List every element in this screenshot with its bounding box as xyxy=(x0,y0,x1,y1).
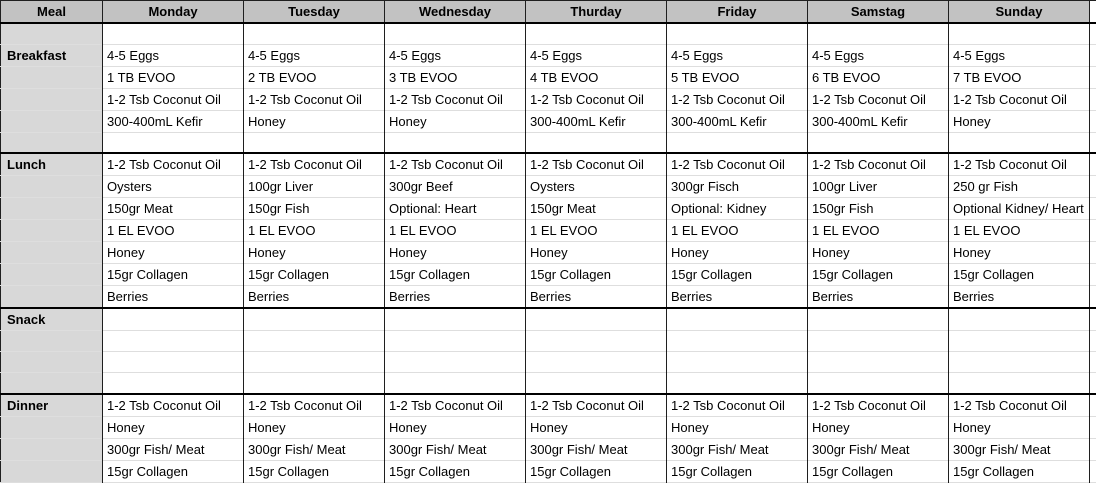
cell-thurday[interactable]: Berries xyxy=(526,286,667,309)
meal-label-cell[interactable] xyxy=(1,373,103,394)
cell-friday[interactable]: Honey xyxy=(667,416,808,438)
cell-friday[interactable] xyxy=(667,132,808,153)
cell-thurday[interactable] xyxy=(526,308,667,331)
cell-monday[interactable]: Honey xyxy=(103,242,244,264)
cell-wednesday[interactable]: 300gr Beef xyxy=(385,176,526,198)
cell-tuesday[interactable]: 4-5 Eggs xyxy=(244,44,385,66)
partial-next-column-cell xyxy=(1090,331,1096,352)
partial-next-column-cell xyxy=(1090,438,1096,460)
cell-thurday[interactable] xyxy=(526,352,667,373)
partial-next-column-cell xyxy=(1090,88,1096,110)
partial-next-column-cell xyxy=(1090,153,1096,176)
cell-samstag[interactable] xyxy=(808,308,949,331)
cell-sunday[interactable]: 15gr Collagen xyxy=(949,460,1090,482)
cell-sunday[interactable]: 4-5 Eggs xyxy=(949,44,1090,66)
table-row xyxy=(1,394,1096,417)
column-header-thurday[interactable]: Thurday xyxy=(526,1,667,24)
cell-friday[interactable]: 300gr Fish/ Meat xyxy=(667,438,808,460)
meal-label-cell[interactable] xyxy=(1,286,103,309)
partial-next-column-cell xyxy=(1090,44,1096,66)
cell-wednesday[interactable]: Honey xyxy=(385,416,526,438)
cell-monday[interactable]: 1-2 Tsb Coconut Oil xyxy=(103,394,244,417)
table-row xyxy=(1,153,1096,176)
cell-thurday[interactable] xyxy=(526,373,667,394)
table-row xyxy=(1,308,1096,331)
cell-friday[interactable]: Berries xyxy=(667,286,808,309)
cell-samstag[interactable]: 300-400mL Kefir xyxy=(808,110,949,132)
cell-thurday[interactable]: 1-2 Tsb Coconut Oil xyxy=(526,394,667,417)
cell-monday[interactable]: 4-5 Eggs xyxy=(103,44,244,66)
cell-tuesday[interactable] xyxy=(244,331,385,352)
cell-friday[interactable]: 1-2 Tsb Coconut Oil xyxy=(667,394,808,417)
meal-label-cell[interactable] xyxy=(1,110,103,132)
cell-wednesday[interactable]: 1 EL EVOO xyxy=(385,220,526,242)
partial-next-column-cell xyxy=(1090,460,1096,482)
cell-thurday[interactable]: 4-5 Eggs xyxy=(526,44,667,66)
cell-wednesday[interactable]: 1-2 Tsb Coconut Oil xyxy=(385,394,526,417)
cell-tuesday[interactable] xyxy=(244,23,385,44)
cell-monday[interactable]: 1 EL EVOO xyxy=(103,220,244,242)
cell-friday[interactable]: 5 TB EVOO xyxy=(667,66,808,88)
cell-thurday[interactable] xyxy=(526,23,667,44)
meal-label-cell[interactable] xyxy=(1,416,103,438)
cell-samstag[interactable]: 150gr Fish xyxy=(808,198,949,220)
cell-thurday[interactable]: Honey xyxy=(526,416,667,438)
cell-monday[interactable]: 300-400mL Kefir xyxy=(103,110,244,132)
cell-wednesday[interactable]: 1-2 Tsb Coconut Oil xyxy=(385,153,526,176)
meal-label-cell-dinner[interactable]: Dinner xyxy=(1,394,103,417)
cell-monday[interactable] xyxy=(103,373,244,394)
cell-samstag[interactable] xyxy=(808,23,949,44)
cell-friday[interactable]: 4-5 Eggs xyxy=(667,44,808,66)
cell-tuesday[interactable]: 300gr Fish/ Meat xyxy=(244,438,385,460)
cell-samstag[interactable]: 6 TB EVOO xyxy=(808,66,949,88)
cell-sunday[interactable]: 7 TB EVOO xyxy=(949,66,1090,88)
cell-samstag[interactable] xyxy=(808,331,949,352)
partial-next-column-cell xyxy=(1090,416,1096,438)
cell-monday[interactable]: 1-2 Tsb Coconut Oil xyxy=(103,88,244,110)
cell-monday[interactable]: 1 TB EVOO xyxy=(103,66,244,88)
cell-thurday[interactable]: 15gr Collagen xyxy=(526,264,667,286)
cell-tuesday[interactable]: 100gr Liver xyxy=(244,176,385,198)
cell-thurday[interactable] xyxy=(526,132,667,153)
cell-sunday[interactable] xyxy=(949,308,1090,331)
meal-label-cell[interactable] xyxy=(1,264,103,286)
cell-monday[interactable]: 300gr Fish/ Meat xyxy=(103,438,244,460)
table-row xyxy=(1,176,1096,198)
cell-tuesday[interactable]: 1-2 Tsb Coconut Oil xyxy=(244,153,385,176)
cell-wednesday[interactable]: 15gr Collagen xyxy=(385,264,526,286)
cell-wednesday[interactable] xyxy=(385,373,526,394)
cell-friday[interactable] xyxy=(667,352,808,373)
table-row xyxy=(1,331,1096,352)
meal-label-cell[interactable] xyxy=(1,66,103,88)
column-header-monday[interactable]: Monday xyxy=(103,1,244,24)
cell-monday[interactable]: Berries xyxy=(103,286,244,309)
cell-sunday[interactable] xyxy=(949,331,1090,352)
cell-sunday[interactable]: 1 EL EVOO xyxy=(949,220,1090,242)
cell-monday[interactable]: Honey xyxy=(103,416,244,438)
partial-next-column-cell xyxy=(1090,176,1096,198)
cell-tuesday[interactable]: 15gr Collagen xyxy=(244,460,385,482)
cell-friday[interactable] xyxy=(667,331,808,352)
partial-next-column-cell xyxy=(1090,132,1096,153)
cell-samstag[interactable]: 1-2 Tsb Coconut Oil xyxy=(808,153,949,176)
column-header-meal[interactable]: Meal xyxy=(1,1,103,24)
meal-label-cell[interactable] xyxy=(1,23,103,44)
cell-samstag[interactable]: Honey xyxy=(808,416,949,438)
partial-next-column-cell xyxy=(1090,66,1096,88)
cell-thurday[interactable]: 300gr Fish/ Meat xyxy=(526,438,667,460)
cell-sunday[interactable]: Optional Kidney/ Heart xyxy=(949,198,1090,220)
cell-wednesday[interactable] xyxy=(385,23,526,44)
cell-friday[interactable]: 1 EL EVOO xyxy=(667,220,808,242)
table-body xyxy=(1,23,1096,482)
partial-next-column-cell xyxy=(1090,220,1096,242)
cell-wednesday[interactable]: 300gr Fish/ Meat xyxy=(385,438,526,460)
cell-monday[interactable]: 15gr Collagen xyxy=(103,264,244,286)
meal-label-cell[interactable] xyxy=(1,242,103,264)
meal-label-cell-snack[interactable]: Snack xyxy=(1,308,103,331)
meal-label-cell[interactable] xyxy=(1,331,103,352)
cell-samstag[interactable] xyxy=(808,132,949,153)
cell-thurday[interactable]: 1-2 Tsb Coconut Oil xyxy=(526,153,667,176)
meal-label-cell[interactable] xyxy=(1,438,103,460)
cell-friday[interactable]: Honey xyxy=(667,242,808,264)
cell-wednesday[interactable]: 4-5 Eggs xyxy=(385,44,526,66)
cell-tuesday[interactable]: Honey xyxy=(244,110,385,132)
partial-next-column-cell xyxy=(1090,198,1096,220)
cell-wednesday[interactable]: Honey xyxy=(385,110,526,132)
cell-sunday[interactable]: Berries xyxy=(949,286,1090,309)
header-row xyxy=(1,1,1096,24)
cell-samstag[interactable]: 1-2 Tsb Coconut Oil xyxy=(808,88,949,110)
table-row xyxy=(1,242,1096,264)
cell-monday[interactable]: 15gr Collagen xyxy=(103,460,244,482)
cell-samstag[interactable]: Honey xyxy=(808,242,949,264)
partial-next-column-cell xyxy=(1090,23,1096,44)
cell-wednesday[interactable]: Optional: Heart xyxy=(385,198,526,220)
cell-tuesday[interactable]: 1 EL EVOO xyxy=(244,220,385,242)
meal-label-cell[interactable] xyxy=(1,88,103,110)
partial-next-column-cell xyxy=(1090,394,1096,417)
cell-wednesday[interactable] xyxy=(385,331,526,352)
cell-tuesday[interactable]: 1-2 Tsb Coconut Oil xyxy=(244,394,385,417)
cell-friday[interactable]: 300gr Fisch xyxy=(667,176,808,198)
table-row xyxy=(1,132,1096,153)
cell-monday[interactable] xyxy=(103,308,244,331)
cell-monday[interactable] xyxy=(103,132,244,153)
cell-samstag[interactable]: 1-2 Tsb Coconut Oil xyxy=(808,394,949,417)
cell-thurday[interactable]: 15gr Collagen xyxy=(526,460,667,482)
cell-monday[interactable]: 150gr Meat xyxy=(103,198,244,220)
cell-tuesday[interactable]: Honey xyxy=(244,242,385,264)
cell-wednesday[interactable]: 15gr Collagen xyxy=(385,460,526,482)
column-header-sunday[interactable]: Sunday xyxy=(949,1,1090,24)
cell-sunday[interactable]: 15gr Collagen xyxy=(949,264,1090,286)
table-row xyxy=(1,460,1096,482)
table-row xyxy=(1,220,1096,242)
partial-next-column-cell xyxy=(1090,264,1096,286)
cell-tuesday[interactable]: Honey xyxy=(244,416,385,438)
cell-samstag[interactable]: 1 EL EVOO xyxy=(808,220,949,242)
cell-samstag[interactable]: Berries xyxy=(808,286,949,309)
cell-tuesday[interactable]: 1-2 Tsb Coconut Oil xyxy=(244,88,385,110)
column-header-samstag[interactable]: Samstag xyxy=(808,1,949,24)
cell-friday[interactable]: 1-2 Tsb Coconut Oil xyxy=(667,88,808,110)
cell-sunday[interactable] xyxy=(949,373,1090,394)
table-row xyxy=(1,88,1096,110)
table-row xyxy=(1,110,1096,132)
cell-samstag[interactable]: 4-5 Eggs xyxy=(808,44,949,66)
cell-friday[interactable]: Optional: Kidney xyxy=(667,198,808,220)
table-row xyxy=(1,438,1096,460)
cell-sunday[interactable]: 1-2 Tsb Coconut Oil xyxy=(949,394,1090,417)
cell-friday[interactable] xyxy=(667,23,808,44)
cell-tuesday[interactable] xyxy=(244,373,385,394)
meal-label-cell[interactable] xyxy=(1,176,103,198)
cell-thurday[interactable]: 4 TB EVOO xyxy=(526,66,667,88)
cell-monday[interactable] xyxy=(103,352,244,373)
cell-friday[interactable]: 1-2 Tsb Coconut Oil xyxy=(667,153,808,176)
cell-thurday[interactable]: Oysters xyxy=(526,176,667,198)
cell-samstag[interactable] xyxy=(808,373,949,394)
meal-label-cell[interactable] xyxy=(1,132,103,153)
cell-tuesday[interactable]: 2 TB EVOO xyxy=(244,66,385,88)
partial-next-column-cell xyxy=(1090,352,1096,373)
cell-samstag[interactable]: 300gr Fish/ Meat xyxy=(808,438,949,460)
table-row xyxy=(1,198,1096,220)
cell-samstag[interactable]: 15gr Collagen xyxy=(808,460,949,482)
cell-samstag[interactable] xyxy=(808,352,949,373)
cell-wednesday[interactable] xyxy=(385,352,526,373)
meal-label-cell[interactable] xyxy=(1,460,103,482)
partial-next-column-cell xyxy=(1090,373,1096,394)
cell-wednesday[interactable]: 3 TB EVOO xyxy=(385,66,526,88)
cell-tuesday[interactable] xyxy=(244,132,385,153)
cell-sunday[interactable]: 300gr Fish/ Meat xyxy=(949,438,1090,460)
table-row xyxy=(1,352,1096,373)
cell-sunday[interactable]: Honey xyxy=(949,110,1090,132)
cell-tuesday[interactable]: 150gr Fish xyxy=(244,198,385,220)
cell-tuesday[interactable] xyxy=(244,308,385,331)
column-header-tuesday[interactable]: Tuesday xyxy=(244,1,385,24)
cell-sunday[interactable] xyxy=(949,23,1090,44)
table-row xyxy=(1,286,1096,309)
column-header-wednesday[interactable]: Wednesday xyxy=(385,1,526,24)
cell-monday[interactable] xyxy=(103,331,244,352)
partial-next-column-cell xyxy=(1090,110,1096,132)
cell-wednesday[interactable] xyxy=(385,132,526,153)
cell-friday[interactable]: 300-400mL Kefir xyxy=(667,110,808,132)
cell-thurday[interactable]: 150gr Meat xyxy=(526,198,667,220)
table-row xyxy=(1,373,1096,394)
cell-sunday[interactable] xyxy=(949,352,1090,373)
meal-label-cell-lunch[interactable]: Lunch xyxy=(1,153,103,176)
cell-wednesday[interactable]: Berries xyxy=(385,286,526,309)
cell-thurday[interactable] xyxy=(526,331,667,352)
cell-wednesday[interactable]: Honey xyxy=(385,242,526,264)
meal-label-cell[interactable] xyxy=(1,220,103,242)
cell-monday[interactable]: Oysters xyxy=(103,176,244,198)
cell-friday[interactable] xyxy=(667,308,808,331)
cell-monday[interactable] xyxy=(103,23,244,44)
partial-next-column-cell xyxy=(1090,286,1096,309)
cell-sunday[interactable]: 250 gr Fish xyxy=(949,176,1090,198)
table-row xyxy=(1,264,1096,286)
cell-thurday[interactable]: 1-2 Tsb Coconut Oil xyxy=(526,88,667,110)
table-row xyxy=(1,44,1096,66)
partial-next-column-cell xyxy=(1090,242,1096,264)
partial-next-column-cell xyxy=(1090,308,1096,331)
cell-samstag[interactable]: 15gr Collagen xyxy=(808,264,949,286)
column-header-row xyxy=(1,1,1096,24)
table-row xyxy=(1,23,1096,44)
cell-thurday[interactable]: Honey xyxy=(526,242,667,264)
column-header-friday[interactable]: Friday xyxy=(667,1,808,24)
meal-label-cell[interactable] xyxy=(1,352,103,373)
cell-wednesday[interactable] xyxy=(385,308,526,331)
cell-thurday[interactable]: 1 EL EVOO xyxy=(526,220,667,242)
meal-label-cell[interactable] xyxy=(1,198,103,220)
meal-label-cell-breakfast[interactable]: Breakfast xyxy=(1,44,103,66)
cell-friday[interactable]: 15gr Collagen xyxy=(667,264,808,286)
cell-sunday[interactable]: Honey xyxy=(949,242,1090,264)
cell-thurday[interactable]: 300-400mL Kefir xyxy=(526,110,667,132)
cell-tuesday[interactable] xyxy=(244,352,385,373)
cell-wednesday[interactable]: 1-2 Tsb Coconut Oil xyxy=(385,88,526,110)
cell-sunday[interactable] xyxy=(949,132,1090,153)
table-row xyxy=(1,66,1096,88)
cell-samstag[interactable]: 100gr Liver xyxy=(808,176,949,198)
cell-friday[interactable]: 15gr Collagen xyxy=(667,460,808,482)
cell-sunday[interactable]: 1-2 Tsb Coconut Oil xyxy=(949,153,1090,176)
cell-sunday[interactable]: 1-2 Tsb Coconut Oil xyxy=(949,88,1090,110)
cell-tuesday[interactable]: Berries xyxy=(244,286,385,309)
table-row xyxy=(1,416,1096,438)
partial-next-column-header xyxy=(1090,1,1096,24)
cell-sunday[interactable]: Honey xyxy=(949,416,1090,438)
cell-monday[interactable]: 1-2 Tsb Coconut Oil xyxy=(103,153,244,176)
cell-friday[interactable] xyxy=(667,373,808,394)
cell-tuesday[interactable]: 15gr Collagen xyxy=(244,264,385,286)
